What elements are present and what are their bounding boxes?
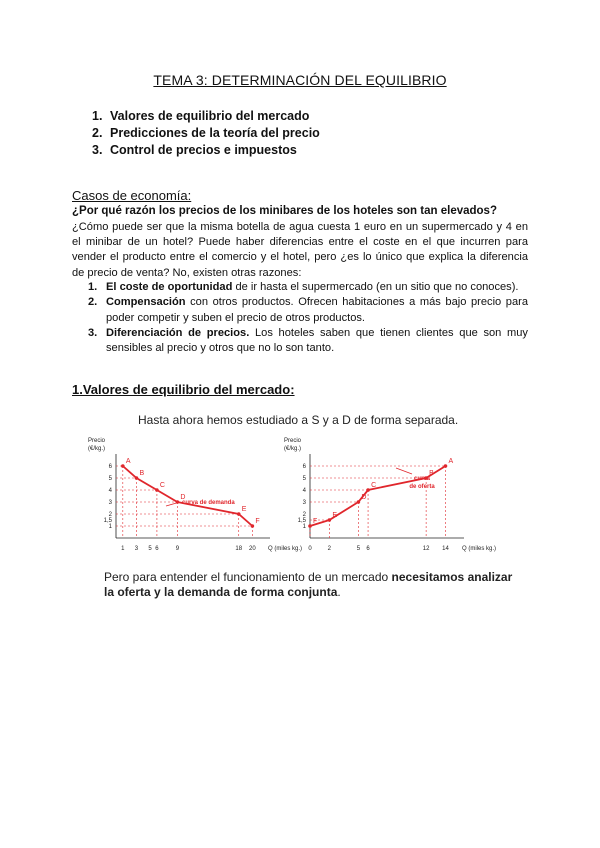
demand-point — [251, 524, 255, 528]
demand-x-tick-label: 9 — [175, 546, 180, 552]
supply-point-label: E — [332, 512, 338, 519]
toc-item — [92, 108, 320, 125]
caption-bottom-end: . — [337, 585, 341, 599]
demand-point-label: C — [159, 482, 165, 489]
toc-number: 2. — [92, 126, 103, 140]
page-title: TEMA 3: DETERMINACIÓN DEL EQUILIBRIO — [153, 72, 447, 88]
toc-label: Valores de equilibrio del mercado — [110, 109, 310, 123]
demand-x-tick-label: 5 — [148, 546, 152, 552]
demand-point-label: D — [180, 494, 186, 501]
casos-heading: Casos de economía: — [72, 188, 192, 203]
demand-y-tick-label: 5 — [108, 476, 112, 482]
supply-y-label: Precio — [284, 438, 302, 444]
demand-x-tick-label: 3 — [134, 546, 139, 552]
toc-number: 1. — [92, 109, 103, 123]
reasons-list — [88, 280, 528, 356]
reason-text: con otros productos. Ofrecen habitaciones a más bajo precio para poder competir y suben el precio de otros productos. — [106, 296, 528, 324]
demand-point-label: F — [255, 518, 260, 525]
supply-x-tick-label: 14 — [442, 546, 449, 552]
demand-y-tick-label: 1,5 — [103, 518, 112, 524]
supply-chart — [282, 436, 497, 567]
supply-point — [357, 500, 361, 504]
demand-y-tick-label: 6 — [108, 464, 112, 470]
toc-label: Predicciones de la teoría del precio — [110, 126, 320, 140]
supply-y-tick-label: 1,5 — [297, 518, 306, 524]
demand-point-label: E — [241, 506, 247, 513]
supply-chart-svg — [282, 436, 497, 562]
reason-item — [88, 295, 528, 326]
reason-keyword: Compensación — [106, 296, 186, 309]
supply-y-tick-label: 1 — [302, 524, 306, 530]
casos-question: ¿Por qué razón los precios de los minibares de los hoteles son tan elevados? — [72, 205, 497, 217]
supply-point-label: D — [361, 494, 367, 501]
supply-y-label-unit: (€/kg.) — [284, 446, 302, 452]
supply-y-tick-label: 3 — [302, 500, 306, 506]
toc-number: 3. — [92, 143, 103, 157]
supply-point — [366, 488, 370, 492]
reason-keyword: Diferenciación de precios. — [106, 326, 250, 339]
supply-point-label: B — [429, 470, 434, 477]
supply-x-tick-label: 2 — [327, 546, 332, 552]
reason-number: 3. — [88, 326, 98, 339]
section1-heading: 1.Valores de equilibrio del mercado: — [72, 382, 295, 397]
demand-y-tick-label: 4 — [108, 488, 112, 494]
table-of-contents — [92, 108, 320, 159]
supply-x-tick-label: 5 — [356, 546, 361, 552]
supply-point-label: C — [371, 482, 377, 489]
supply-point — [308, 524, 312, 528]
demand-chart — [86, 436, 303, 567]
figure-caption-top: Hasta ahora hemos estudiado a S y a D de forma separada. — [138, 413, 459, 427]
supply-point — [444, 464, 448, 468]
supply-x-tick-label: 0 — [308, 546, 312, 552]
supply-annotation: curva — [413, 476, 431, 482]
demand-point-label: A — [125, 458, 131, 465]
supply-x-label: Q (miles kg.) — [462, 546, 497, 552]
supply-y-tick-label: 6 — [302, 464, 306, 470]
toc-label: Control de precios e impuestos — [110, 143, 297, 157]
supply-curve — [310, 466, 445, 526]
reason-text: Los hoteles saben que tienen clientes que son muy sensibles al precio y otros que no lo son tanto. — [106, 326, 528, 355]
supply-y-tick-label: 2 — [302, 512, 306, 518]
supply-x-tick-label: 12 — [422, 546, 430, 552]
caption-bottom-text: Pero para entender el funcionamiento de un mercado — [104, 570, 392, 584]
reason-item — [88, 280, 528, 295]
demand-y-tick-label: 1 — [108, 524, 112, 530]
reason-keyword: El coste de oportunidad — [106, 281, 233, 293]
demand-chart-svg — [86, 436, 303, 562]
demand-y-tick-label: 3 — [108, 500, 112, 506]
supply-annotation-line2: de oferta — [409, 484, 435, 490]
supply-point-label: F — [313, 518, 318, 525]
demand-x-tick-label: 6 — [155, 546, 159, 552]
demand-x-tick-label: 20 — [249, 546, 256, 552]
demand-x-label: Q (miles kg.) — [268, 546, 303, 552]
demand-y-label-unit: (€/kg.) — [88, 446, 106, 452]
supply-annotation-arrow — [396, 468, 412, 474]
reason-text: de ir hasta el supermercado (en un sitio que no conoces). — [232, 281, 519, 293]
supply-point — [328, 518, 332, 522]
supply-y-tick-label: 4 — [302, 488, 306, 494]
reason-item — [88, 326, 528, 357]
demand-point — [121, 464, 125, 468]
supply-y-tick-label: 5 — [302, 476, 306, 482]
demand-point-label: B — [139, 470, 145, 477]
demand-annotation: curva de demanda — [182, 500, 235, 506]
figure-caption-bottom — [104, 570, 524, 600]
demand-x-tick-label: 1 — [121, 546, 125, 552]
demand-x-tick-label: 18 — [235, 546, 243, 552]
demand-point — [237, 512, 241, 516]
demand-y-tick-label: 2 — [108, 512, 112, 518]
demand-point — [135, 476, 139, 480]
demand-y-label: Precio — [88, 438, 106, 444]
demand-annotation-arrow — [166, 502, 180, 506]
casos-paragraph: ¿Cómo puede ser que la misma botella de agua cuesta 1 euro en un supermercado y 4 en el minibar de un hotel? Puede haber diferencias entre el coste en el que incurren para vender el producto entre el comercio y el hotel, pero ¿es lo único que explica la diferencia de precio de venta? No, existen otras razones: — [72, 221, 528, 279]
reason-number: 2. — [88, 296, 98, 309]
toc-item — [92, 142, 320, 159]
toc-item — [92, 125, 320, 142]
supply-point-label: A — [448, 458, 454, 465]
demand-point — [155, 488, 159, 492]
reason-number: 1. — [88, 281, 98, 293]
supply-x-tick-label: 6 — [366, 546, 370, 552]
caption-bottom-emphasis: necesitamos analizar la oferta y la demanda de forma conjunta — [104, 570, 513, 599]
